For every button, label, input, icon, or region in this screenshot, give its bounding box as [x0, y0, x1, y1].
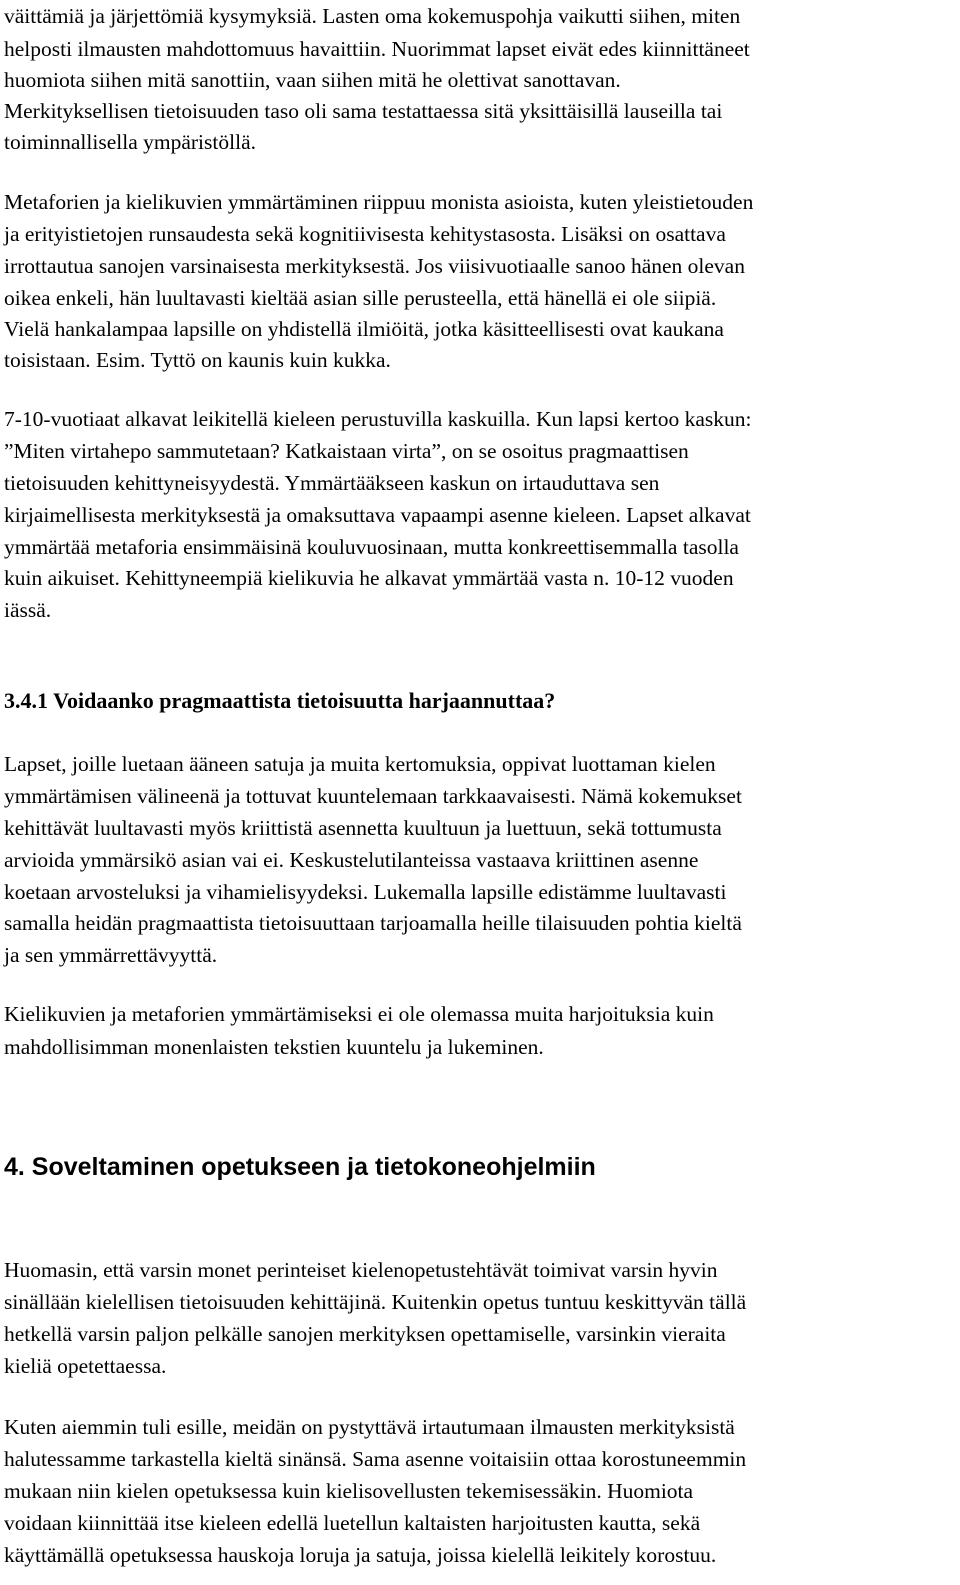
- text-line: ymmärtää metaforia ensimmäisinä kouluvuosinaan, mutta konkreettisemmalla tasolla: [4, 535, 739, 559]
- text-line: Kielikuvien ja metaforien ymmärtämiseksi ei ole olemassa muita harjoituksia kuin: [4, 1002, 714, 1026]
- text-line: ja erityistietojen runsaudesta sekä kognitiivisesta kehitystasosta. Lisäksi on osattava: [4, 222, 726, 246]
- text-line: Lapset, joille luetaan ääneen satuja ja muita kertomuksia, oppivat luottaman kielen: [4, 752, 716, 776]
- text-line: 7-10-vuotiaat alkavat leikitellä kieleen perustuvilla kaskuilla. Kun lapsi kertoo kaskun:: [4, 407, 752, 431]
- text-line: Vielä hankalampaa lapsille on yhdistellä ilmiöitä, jotka käsitteellisesti ovat kaukana: [4, 317, 724, 341]
- text-line: tietoisuuden kehittyneisyydestä. Ymmärtääkseen kaskun on irtauduttava sen: [4, 471, 660, 495]
- text-line: huomiota siihen mitä sanottiin, vaan siihen mitä he olettivat sanottavan.: [4, 68, 621, 92]
- text-line: kirjaimellisesta merkityksestä ja omaksuttava vapaampi asenne kieleen. Lapset alkavat: [4, 503, 751, 527]
- text-line: arvioida ymmärsikö asian vai ei. Keskustelutilanteissa vastaava kriittinen asenne: [4, 848, 699, 872]
- text-line: iässä.: [4, 598, 52, 622]
- text-line: koetaan arvosteluksi ja vihamielisyydeksi. Lukemalla lapsille edistämme luultavasti: [4, 880, 727, 904]
- text-line: samalla heidän pragmaattista tietoisuuttaan tarjoamalla heille tilaisuuden pohtia kieltä: [4, 911, 742, 935]
- text-line: Merkityksellisen tietoisuuden taso oli sama testattaessa sitä yksittäisillä lauseilla tai: [4, 99, 723, 123]
- text-line: voidaan kiinnittää itse kieleen edellä luetellun kaltaisten harjoitusten kautta, sekä: [4, 1511, 701, 1535]
- text-line: ymmärtämisen välineenä ja tottuvat kuuntelemaan tarkkaavaisesti. Nämä kokemukset: [4, 784, 742, 808]
- text-line: helposti ilmausten mahdottomuus havaittiin. Nuorimmat lapset eivät edes kiinnittäneet: [4, 37, 750, 61]
- text-line: Kuten aiemmin tuli esille, meidän on pystyttävä irtautumaan ilmausten merkityksistä: [4, 1415, 735, 1439]
- text-line: toiminnallisella ympäristöllä.: [4, 130, 256, 154]
- text-line: toisistaan. Esim. Tyttö on kaunis kuin kukka.: [4, 348, 391, 372]
- text-line: ”Miten virtahepo sammutetaan? Katkaistaan virta”, on se osoitus pragmaattisen: [4, 439, 689, 463]
- text-line: käyttämällä opetuksessa hauskoja loruja ja satuja, joissa kielellä leikitely korostuu.: [4, 1543, 717, 1567]
- text-line: halutessamme tarkastella kieltä sinänsä. Sama asenne voitaisiin ottaa korostuneemmin: [4, 1447, 747, 1471]
- text-line: ja sen ymmärrettävyyttä.: [4, 943, 218, 967]
- text-line: väittämiä ja järjettömiä kysymyksiä. Lasten oma kokemuspohja vaikutti siihen, miten: [4, 4, 741, 28]
- text-line: mukaan niin kielen opetuksessa kuin kielisovellusten tekemisessäkin. Huomiota: [4, 1479, 694, 1503]
- text-line: oikea enkeli, hän luultavasti kieltää asian sille perusteella, että hänellä ei ole siipiä.: [4, 286, 717, 310]
- text-line: Metaforien ja kielikuvien ymmärtäminen riippuu monista asioista, kuten yleistietouden: [4, 190, 754, 214]
- chapter-heading: 4. Soveltaminen opetukseen ja tietokoneohjelmiin: [4, 1153, 596, 1181]
- text-line: sinällään kielellisen tietoisuuden kehittäjinä. Kuitenkin opetus tuntuu keskittyvän tällä: [4, 1290, 747, 1314]
- text-line: hetkellä varsin paljon pelkälle sanojen merkityksen opettamiselle, varsinkin vieraita: [4, 1322, 726, 1346]
- text-line: Huomasin, että varsin monet perinteiset kielenopetustehtävät toimivat varsin hyvin: [4, 1258, 718, 1282]
- text-line: kuin aikuiset. Kehittyneempiä kielikuvia he alkavat ymmärtää vasta n. 10-12 vuoden: [4, 566, 734, 590]
- text-line: kehittävät luultavasti myös kriittistä asennetta kuultuun ja luettuun, sekä tottumusta: [4, 816, 722, 840]
- text-line: kieliä opetettaessa.: [4, 1354, 167, 1378]
- section-heading: 3.4.1 Voidaanko pragmaattista tietoisuutta harjaannuttaa?: [4, 688, 556, 713]
- text-line: mahdollisimman monenlaisten tekstien kuuntelu ja lukeminen.: [4, 1035, 544, 1059]
- text-line: irrottautua sanojen varsinaisesta merkityksestä. Jos viisivuotiaalle sanoo hänen olevan: [4, 254, 745, 278]
